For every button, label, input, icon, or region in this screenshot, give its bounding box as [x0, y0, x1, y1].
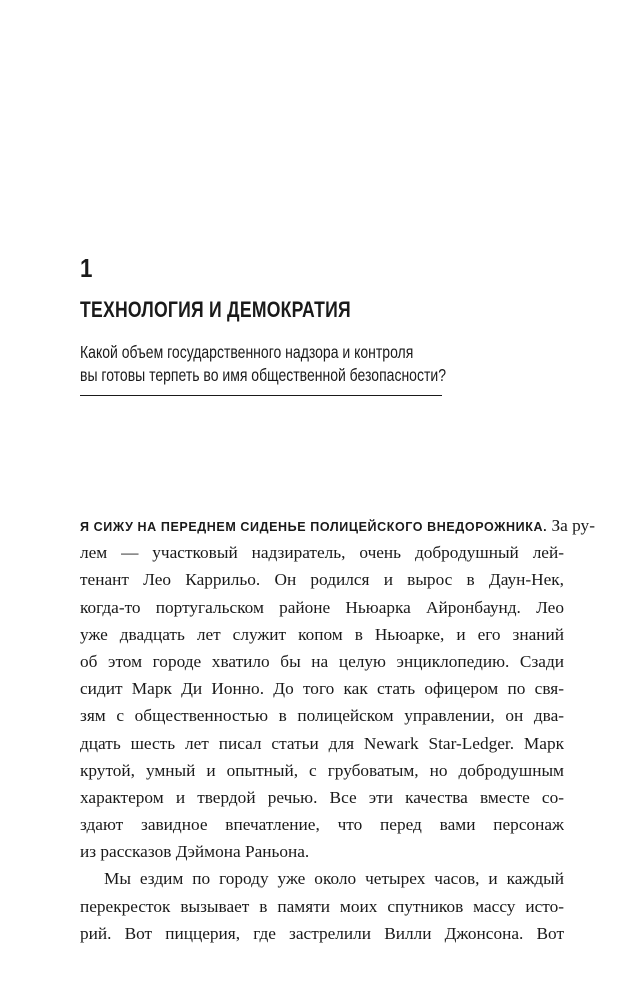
epigraph-divider — [80, 395, 442, 396]
text-line: крутой, умный и опытный, с грубоватым, но добродушным — [80, 760, 564, 780]
text-line: Мы ездим по городу уже около четырех часов, и каждый — [104, 869, 564, 889]
lead-in-text: Я СИЖУ НА ПЕРЕДНЕМ СИДЕНЬЕ ПОЛИЦЕЙСКОГО ВНЕДОРОЖНИКА. — [80, 520, 548, 534]
chapter-title: ТЕХНОЛОГИЯ И ДЕМОКРАТИЯ — [80, 297, 351, 322]
text-line: сидит Марк Ди Ионно. До того как стать офицером по свя- — [80, 679, 564, 699]
text-line-rest: За ру- — [547, 516, 595, 535]
text-line: об этом городе хватило бы на целую энциклопедию. Сзади — [80, 651, 564, 671]
chapter-epigraph — [80, 341, 496, 387]
text-line: когда-то португальском районе Ньюарка Айронбаунд. Лео — [80, 597, 564, 617]
text-line: здают завидное впечатление, что перед вами персонаж — [80, 815, 564, 835]
text-line: уже двадцать лет служит копом в Ньюарке, и его знаний — [80, 624, 564, 644]
body-text — [80, 512, 595, 947]
epigraph-line: вы готовы терпеть во имя общественной безопасности? — [80, 365, 446, 385]
text-line: рий. Вот пиццерия, где застрелили Вилли Джонсона. Вот — [80, 923, 564, 943]
text-line: перекресток вызывает в памяти моих спутников массу исто- — [80, 896, 564, 916]
text-line: лем — участковый надзиратель, очень добродушный лей- — [80, 543, 564, 563]
text-line: дцать шесть лет писал статьи для Newark Star-Ledger. Марк — [80, 733, 564, 753]
text-line: из рассказов Дэймона Раньона. — [80, 842, 310, 862]
text-line: зям с общественностью в полицейском управлении, он два- — [80, 706, 564, 726]
epigraph-line: Какой объем государственного надзора и контроля — [80, 342, 414, 362]
text-line: тенант Лео Каррильо. Он родился и вырос в Даун-Нек, — [80, 570, 564, 590]
chapter-number: 1 — [80, 253, 93, 283]
text-line: характером и твердой речью. Все эти качества вместе со- — [80, 787, 564, 807]
text-line — [80, 512, 595, 539]
